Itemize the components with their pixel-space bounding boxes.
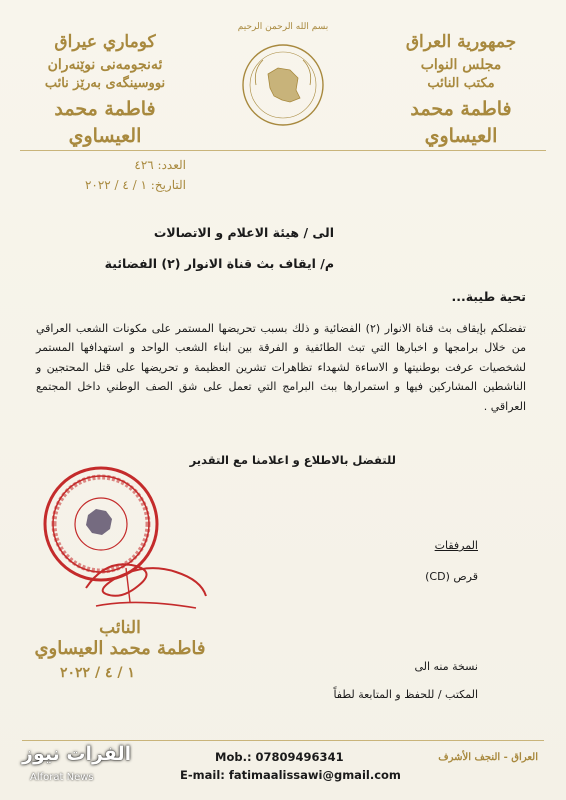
- header-country: جمهورية العراق: [405, 32, 517, 52]
- header-kurdish: [20, 30, 190, 151]
- header-mp-name-kurdish: فاطمة محمد العيساوي: [54, 97, 156, 148]
- attachments-label: المرفقات: [434, 539, 478, 552]
- parliament-emblem-icon: [238, 40, 328, 130]
- handwritten-signature-icon: [66, 548, 216, 620]
- header-council: مجلس النواب: [420, 56, 502, 73]
- header-mp-name: فاطمة محمد العيساوي: [410, 97, 512, 148]
- letter-greeting: تحية طيبة...: [451, 289, 526, 304]
- watermark-subtitle: Alforat News: [30, 772, 94, 783]
- header-office: مكتب النائب: [427, 75, 495, 91]
- footer-address: العراق - النجف الأشرف: [438, 752, 538, 763]
- letter-paragraph: تفضلكم بإيقاف بث قناة الانوار (٢) الفضائية و ذلك بسبب تحريضها المستمر على مكونات الشعب العراقي من خلال برامجها و اخبارها التي تبث الطائفية و الفرقة بين ابناء الشعب الواحد و استهدافها المستمر لشخصيات عرفت بوطنيتها و الاساءة لشهداء تظاهرات تشرين العظيمة و تحريضها على قتل المحتجين و الناشطين المشاركين فيها و استمرارها ببث البرامج التي تعمل على شق الصف الوطني داخل المجتمع العراقي .: [36, 322, 526, 413]
- basmala: بسم الله الرحمن الرحيم: [237, 22, 329, 32]
- header-divider: [20, 150, 546, 151]
- footer-mobile: Mob.: 07809496341: [215, 750, 344, 764]
- reference-number: العدد: ٤٢٦: [134, 158, 186, 172]
- header-arabic: [376, 30, 546, 151]
- footer-email: E-mail: fatimaalissawi@gmail.com: [180, 768, 401, 782]
- signatory-block: [30, 618, 210, 659]
- signature-date: ١ / ٤ / ٢٠٢٢: [60, 665, 135, 681]
- copy-to-item: المكتب / للحفظ و المتابعة لطفاً: [333, 688, 478, 701]
- signatory-name: فاطمة محمد العيساوي: [34, 638, 206, 659]
- reference-date: التاريخ: ١ / ٤ / ٢٠٢٢: [84, 178, 186, 192]
- header-council-kurdish: ئەنجومەنی نوێنەران: [47, 56, 163, 73]
- copy-to-label: نسخة منه الى: [414, 660, 478, 673]
- footer-divider: [22, 740, 544, 741]
- header-office-kurdish: نووسینگەی بەرێز نائب: [44, 75, 166, 91]
- watermark-title: الفرات نيوز: [22, 743, 132, 765]
- signatory-title: النائب: [99, 618, 141, 638]
- letter-recipient: الى / هيئة الاعلام و الاتصالات: [153, 225, 334, 240]
- letter-subject: م/ ايقاف بث قناة الانوار (٢) الفضائية: [104, 256, 334, 271]
- letter-closing: للتفضل بالاطلاع و اعلامنا مع التقدير: [189, 453, 396, 467]
- attachment-item: قرص (CD): [425, 570, 478, 583]
- header-country-kurdish: كوماري عيراق: [54, 32, 156, 52]
